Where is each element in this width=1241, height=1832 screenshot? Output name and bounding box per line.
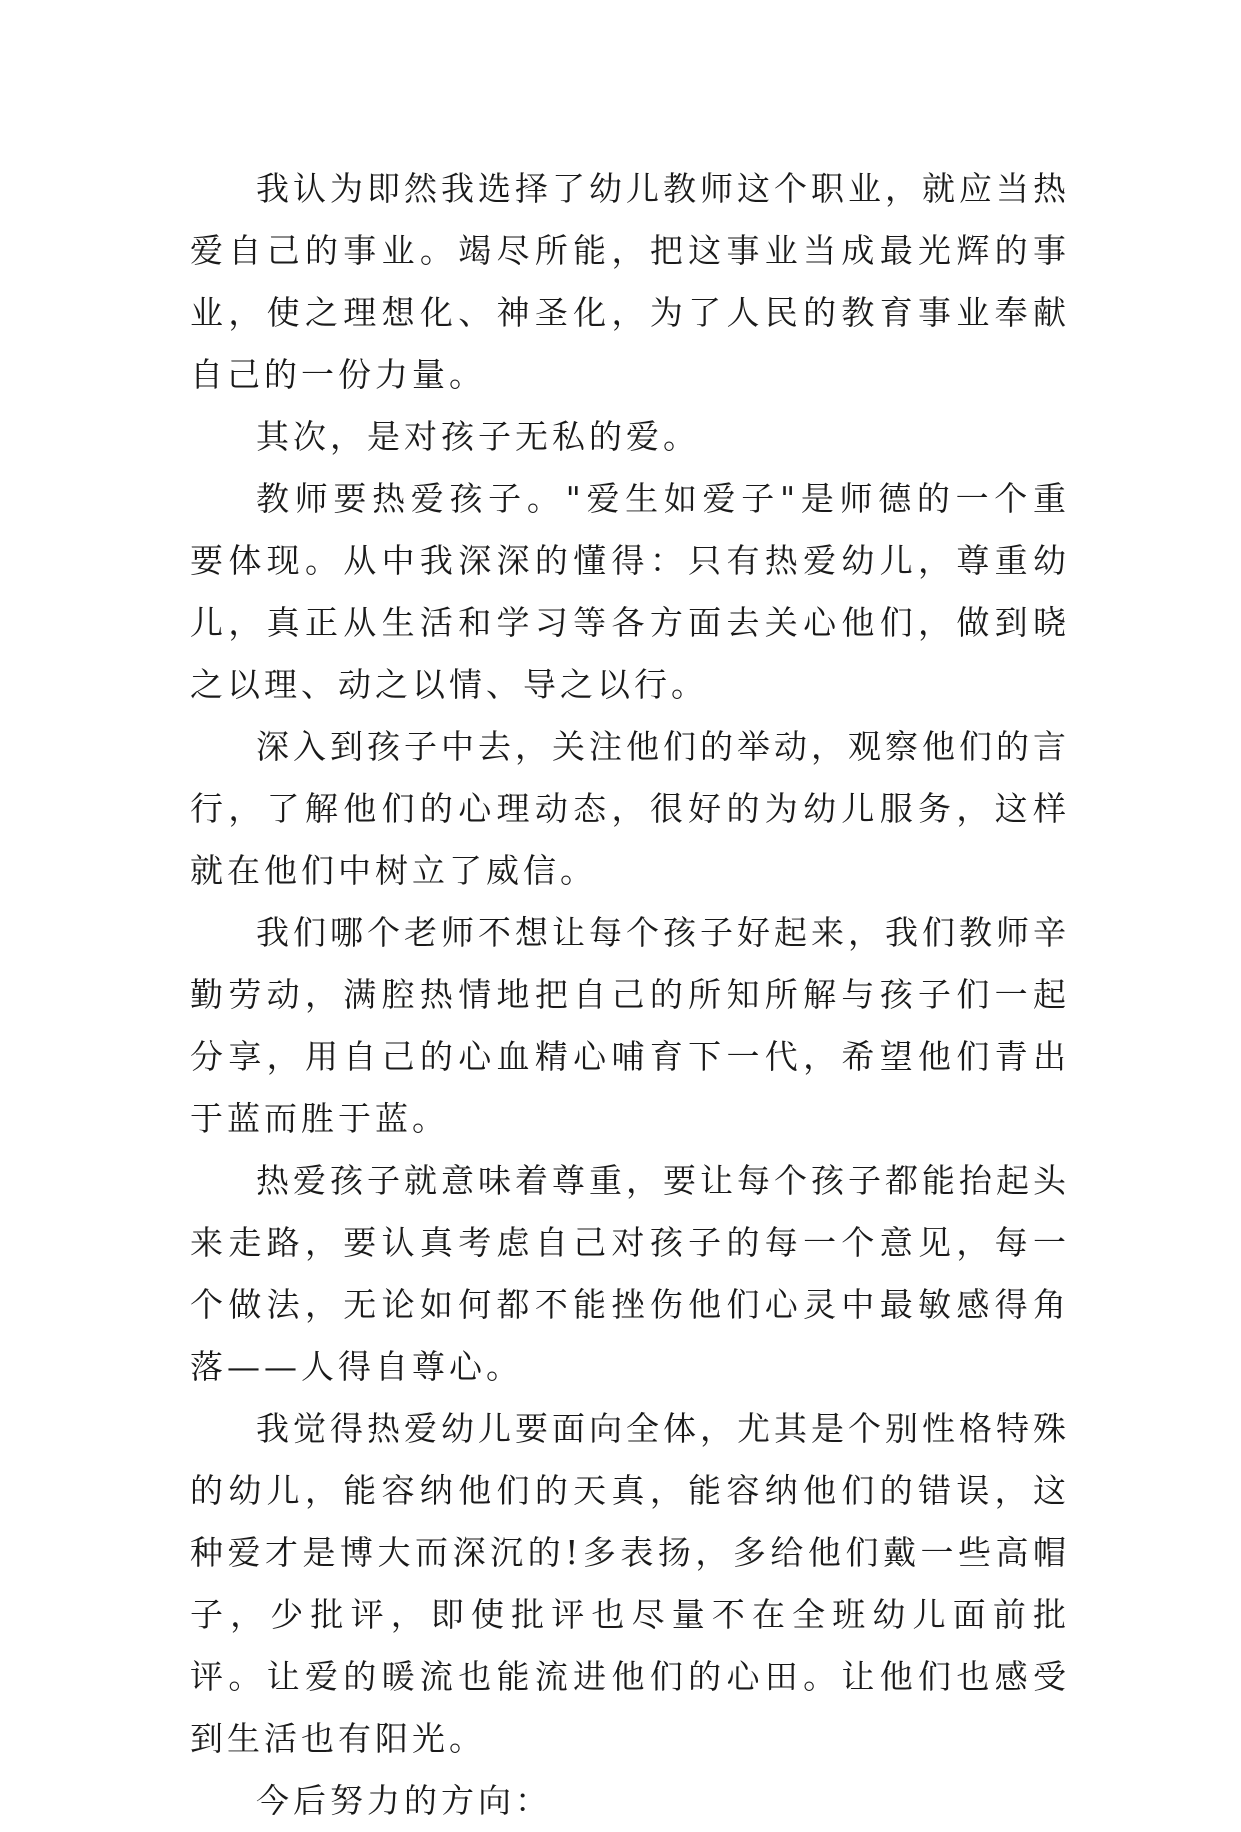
paragraph-career-love: 我认为即然我选择了幼儿教师这个职业，就应当热爱自己的事业。竭尽所能，把这事业当成最光辉的事业，使之理想化、神圣化，为了人民的教育事业奉献自己的一份力量。 bbox=[190, 169, 1070, 394]
paragraph-love-all: 我觉得热爱幼儿要面向全体，尤其是个别性格特殊的幼儿，能容纳他们的天真，能容纳他们的错误，这种爱才是博大而深沉的!多表扬，多给他们戴一些高帽子，少批评，即使批评也尽量不在全班幼儿面前批评。让爱的暖流也能流进他们的心田。让他们也感受到生活也有阳光。 bbox=[190, 1409, 1070, 1758]
paragraph-teachers-hope: 我们哪个老师不想让每个孩子好起来，我们教师辛勤劳动，满腔热情地把自己的所知所解与孩子们一起分享，用自己的心血精心哺育下一代，希望他们青出于蓝而胜于蓝。 bbox=[190, 913, 1070, 1138]
paragraph-respect: 热爱孩子就意味着尊重，要让每个孩子都能抬起头来走路，要认真考虑自己对孩子的每一个意见，每一个做法，无论如何都不能挫伤他们心灵中最敏感得角落——人得自尊心。 bbox=[190, 1161, 1070, 1386]
paragraph-future-direction: 今后努力的方向： bbox=[256, 1781, 552, 1820]
document-body bbox=[190, 158, 1070, 1832]
paragraph-love-children: 教师要热爱孩子。"爱生如爱子"是师德的一个重要体现。从中我深深的懂得：只有热爱幼儿，尊重幼儿，真正从生活和学习等各方面去关心他们，做到晓之以理、动之以情、导之以行。 bbox=[190, 479, 1070, 704]
paragraph-selfless-love-heading: 其次，是对孩子无私的爱。 bbox=[256, 417, 700, 456]
paragraph-go-among-children: 深入到孩子中去，关注他们的举动，观察他们的言行，了解他们的心理动态，很好的为幼儿服务，这样就在他们中树立了威信。 bbox=[190, 727, 1070, 890]
